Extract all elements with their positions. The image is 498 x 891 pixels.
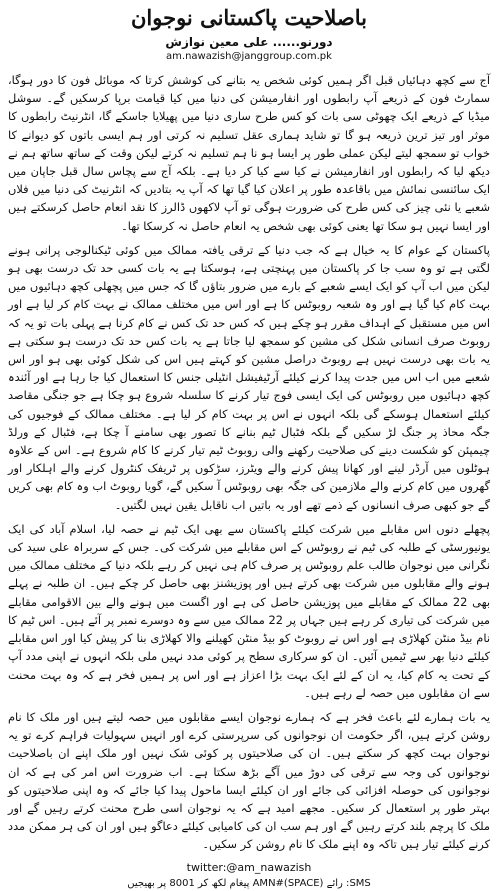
article-paragraph-4: یہ بات ہمارے لئے باعث فخر ہے کہ ہمارے نوجوان ایسے مقابلوں میں حصہ لیتے ہیں اور ملک کا نام روشن کرتے ہیں، اگر حکومت ان نوجوانوں کی سرپرستی کرے اور انہیں سہولیات فراہم کرے تو یہ نوجوان بہت کچھ کر سکتے ہیں۔ ان کی صلاحیتوں پر کوئی شک نہیں اور ملک اپنے ان باصلاحیت نوجوانوں کی وجہ سے ترقی کی دوڑ میں آگے بڑھ سکتا ہے۔ اب ضرورت اس امر کی ہے کہ ان نوجوانوں کی حوصلہ افزائی کی جائے اور ان کیلئے ایسا ماحول پیدا کیا جائے کہ وہ اپنی صلاحیتوں کو بہتر طور پر استعمال کر سکیں۔ مجھے امید ہے کہ یہ نوجوان اسی طرح محنت کرتے رہیں گے اور ملک کا پرچم بلند کرتے رہیں گے اور ہم سب ان کی کامیابی کیلئے دعاگو ہیں اور ان کی ہر ممکن مدد کرنے کیلئے تیار ہیں تاکہ وہ اپنے ملک کا نام روشن کر سکیں۔ xyxy=(8,709,490,852)
article-title: باصلاحیت پاکستانی نوجوان xyxy=(130,5,367,30)
author-byline: دورنو...... علی معین نوازش xyxy=(165,35,333,49)
sms-feedback-line: SMS: رائے (SPACE)#AMN پیغام لکھ کر 8001 پر بھیجیں xyxy=(127,877,371,889)
author-email: am.nawazish@janggroup.com.pk xyxy=(166,51,332,62)
article-paragraph-3: پچھلے دنوں اس مقابلے میں شرکت کیلئے پاکستان سے بھی ایک ٹیم نے حصہ لیا، اسلام آباد کی ایک یونیورسٹی کے طلبہ کی ٹیم نے روبوٹس کے اس مقابلے میں شرکت کی۔ جس کے سربراہ علی سید کی نگرانی میں نوجوان طالب علم روبوٹس پر صرف کام ہی نہیں کر رہے بلکہ دنیا کے مختلف ممالک میں ہونے والے مقابلوں میں شرکت بھی کرتے ہیں اور پوزیشنز بھی حاصل کر چکے ہیں۔ ان طلبہ نے پہلے بھی 22 ممالک کے مقابلے میں پوزیشن حاصل کی ہے اور اگست میں ہونے والے بین الاقوامی مقابلے میں شرکت کی تیاری کر رہے ہیں جہاں پر 22 ممالک میں سے وہ دوسرے نمبر پر آئے ہیں۔ اس ٹیم کا نام بیڈ منٹن کھلاڑی ہے اور اس نے روبوٹ کو بیڈ منٹن کھیلنے والا کھلاڑی بنا کر پیش کیا اور اس مقابلے کیلئے دنیا بھر سے ٹیمیں آئیں۔ ان کو سرکاری سطح پر کوئی مدد نہیں ملی بلکہ انہوں نے اپنی مدد آپ کے تحت یہ کام کیا، یہ ان کے لئے ایک بہت بڑا اعزاز ہے اور اس پر ہمیں فخر ہے کہ وہ بہت محنت سے ان مقابلوں میں حصہ لے رہے ہیں۔ xyxy=(8,521,490,700)
author-twitter: twitter:@am_nawazish xyxy=(186,860,312,874)
article-paragraph-2: پاکستان کے عوام کا یہ خیال ہے کہ جب دنیا کے ترقی یافتہ ممالک میں کوئی ٹیکنالوجی پرانی ہونے لگتی ہے تو وہ سب جا کر پاکستان میں پہنچتی ہے، ہوسکتا ہے یہ بات کسی حد تک درست بھی ہو لیکن میں اب آپ کو ایک ایسے شعبے کے بارے میں ضرور بتاؤں گا کہ جس میں پچھلی کچھ دہائیوں میں بہت کام کیا گیا ہے اور وہ شعبہ روبوٹس کا ہے اور اس میں مختلف ممالک نے بہت کام کر لیا ہے اور اس میں مستقبل کے اہداف مقرر ہو چکے ہیں کہ کس حد تک کس نے کام کرنا ہے پہلی بات تو یہ کہ روبوٹ صرف انسانی شکل کی مشین کو سمجھ لیا جاتا ہے یہ بات کس حد تک درست ہو سکتی ہے یہ بات بھی درست نہیں ہے روبوٹ دراصل مشین کو کہتے ہیں اس کی شکل کوئی بھی ہو اور اس شعبے میں اب اس میں جدت پیدا کرنے کیلئے آرٹیفیشل انٹیلی جنس کا استعمال کیا جا رہا ہے اور آئندہ کچھ دہائیوں میں روبوٹس کی ایک ایسی فوج تیار کرنے کا سلسلہ شروع ہو چکا ہے جو جنگی مقاصد کیلئے استعمال ہوسکے گی بلکہ انہوں نے اس پر بہت کام کر لیا ہے۔ مختلف ممالک کے فوجیوں کی جگہ محاذ پر جنگ لڑ سکیں گے بلکہ فٹبال ٹیم بنانے کا تصور بھی سامنے آ چکا ہے، فٹبال کے ورلڈ چیمپئن کو شکست دینے کی صلاحیت رکھنے والی روبوٹ ٹیم تیار کرنے کا کام شروع ہے۔ اس کے علاوہ ہوٹلوں میں آرڈر لینے اور کھانا پیش کرنے والے ویٹرز، سڑکوں پر ٹریفک کنٹرول کرنے والے اہلکار اور گھروں میں کام کرنے والے ملازمین کی جگہ بھی روبوٹس آ سکیں گے، گویا روبوٹ اب وہ کام بھی کریں گے جو کبھی صرف انسانوں کے ذمے تھے اور یہ باتیں اب ناقابل یقین نہیں لگتیں۔ xyxy=(8,242,490,512)
article-paragraph-1: آج سے کچھ دہائیاں قبل اگر ہمیں کوئی شخص یہ بتانے کی کوشش کرتا کہ موبائل فون کا دور ہوگا، سمارٹ فون کے ذریعے آپ رابطوں اور انفارمیشن کی دنیا میں کیا قیامت برپا کرسکیں گے۔ سوشل میڈیا کے ذریعے ایک چھوٹی سی بات کو کس طرح ساری دنیا میں پھیلایا جاسکے گا، انٹرنیٹ رابطوں کا موثر اور تیز ترین ذریعہ ہو گا تو شاید ہماری عقل تسلیم نہ کرتی اور ہم ایسی باتوں کو دیوانے کا خواب تو سمجھ لیتے لیکن عملی طور پر ایسا ہو نا ہم تسلیم نہ کرتے لیکن وقت کے ساتھ ساتھ ہم نے دیکھ لیا کہ رابطوں اور انفارمیشن نے کیا سے کیا کر دیا ہے۔ بلکہ آج سے پچاس سال قبل جاپان میں ایک سائنسی نمائش میں باقاعدہ طور پر اعلان کیا گیا تھا کہ آپ یہ بتادیں کہ انٹرنیٹ کی دنیا میں فلاں شعبے یا نئی چیز کی کس طرح کی ضرورت ہوگی تو آپ لاکھوں ڈالرز کا نقد انعام حاصل کرسکتے ہیں اور ایسا نہیں ہو سکا تھا یعنی کوئی بھی شخص یہ انعام حاصل نہ کرسکا تھا۔ xyxy=(8,73,490,233)
